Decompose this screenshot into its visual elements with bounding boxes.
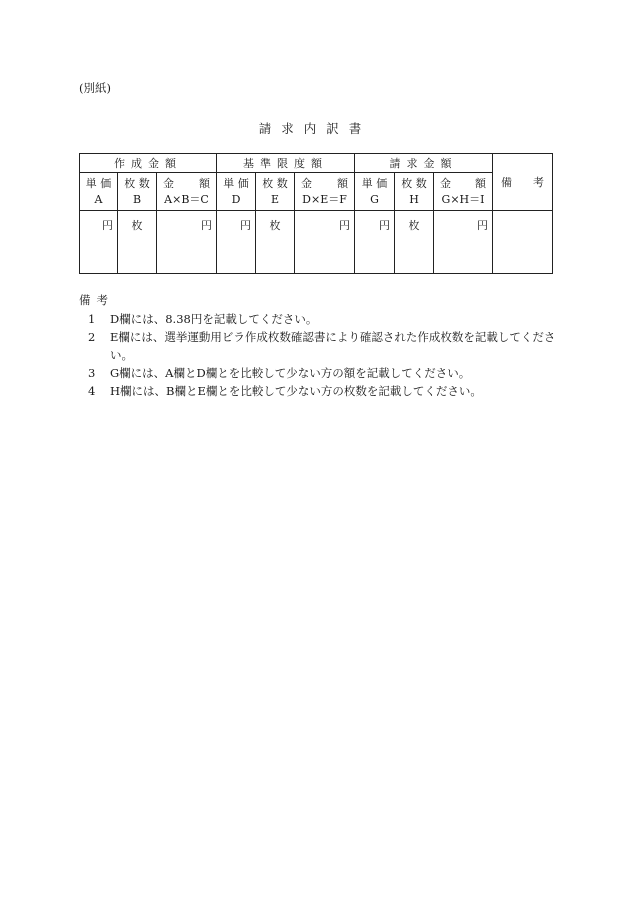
unit-cell-h: 枚 xyxy=(395,211,434,274)
subheader-amount-c: 金額 A×B＝C xyxy=(157,173,217,211)
subheader-amount-i: 金額 G×H＝I xyxy=(434,173,493,211)
subheader-unit-price-d: 単 価 D xyxy=(217,173,256,211)
unit-cell-i: 円 xyxy=(434,211,493,274)
subheader-count-e: 枚 数 E xyxy=(256,173,295,211)
document-title: 請求内訳書 xyxy=(258,121,372,136)
note-item xyxy=(88,364,558,382)
unit-cell-g: 円 xyxy=(355,211,395,274)
unit-cell-b: 枚 xyxy=(118,211,157,274)
subheader-unit-price-a: 単 価 A xyxy=(80,173,118,211)
note-number: 4 xyxy=(88,384,96,398)
note-text: E欄には、選挙運動用ビラ作成枚数確認書により確認された作成枚数を記載してください。 xyxy=(110,330,556,362)
note-item xyxy=(88,310,558,328)
note-item xyxy=(88,382,558,400)
remarks-cell xyxy=(493,211,553,274)
subheader-unit-price-g: 単 価 G xyxy=(355,173,395,211)
note-number: 2 xyxy=(88,330,96,344)
note-number: 3 xyxy=(88,366,96,380)
note-text: D欄には、8.38円を記載してください。 xyxy=(110,312,318,326)
note-item xyxy=(88,328,558,364)
unit-cell-e: 枚 xyxy=(256,211,295,274)
attachment-label: (別紙) xyxy=(79,81,111,95)
subheader-count-b: 枚 数 B xyxy=(118,173,157,211)
statement-table xyxy=(79,153,553,274)
subheader-amount-f: 金額 D×E＝F xyxy=(295,173,355,211)
unit-cell-c: 円 xyxy=(157,211,217,274)
notes-list xyxy=(88,310,558,400)
notes-header: 備考 xyxy=(79,293,114,307)
unit-cell-f: 円 xyxy=(295,211,355,274)
subheader-count-h: 枚 数 H xyxy=(395,173,434,211)
note-number: 1 xyxy=(88,312,96,326)
note-text: G欄には、A欄とD欄とを比較して少ない方の額を記載してください。 xyxy=(110,366,471,380)
unit-cell-a: 円 xyxy=(80,211,118,274)
group-header-claim-amount: 請求金額 xyxy=(355,154,493,173)
group-header-standard-limit: 基準限度額 xyxy=(217,154,355,173)
note-text: H欄には、B欄とE欄とを比較して少ない方の枚数を記載してください。 xyxy=(110,384,482,398)
remarks-header: 備 考 xyxy=(493,154,553,211)
group-header-creation-amount: 作成金額 xyxy=(80,154,217,173)
unit-cell-d: 円 xyxy=(217,211,256,274)
